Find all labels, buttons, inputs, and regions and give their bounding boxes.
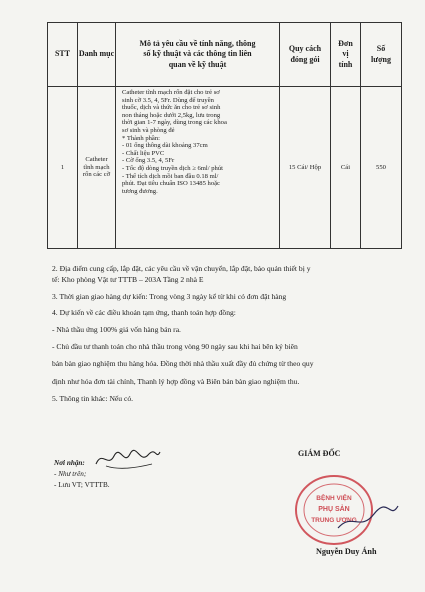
description-line: thuốc, dịch và thức ăn cho trẻ sơ sinh (122, 104, 221, 112)
header-quy-cach-line: Quy cách (288, 44, 322, 53)
description-lines (122, 89, 275, 195)
description-line: thời gian 1-7 ngày, dùng trong các khoa (122, 119, 227, 127)
description-line: non tháng hoặc dưới 2,5kg, lưu trong (122, 111, 221, 119)
cell-so-luong: 550 (361, 87, 402, 249)
body-line: 4. Dự kiến về các điều khoản tạm ứng, thanh toán hợp đồng: (52, 308, 236, 318)
description-line: - Chất liệu PVC (122, 149, 165, 157)
signer-role: GIÁM ĐỐC (298, 449, 341, 458)
header-mo-ta-line: Mô tả yêu cầu về tính năng, thông (139, 38, 256, 48)
body-line: - Chủ đầu tư thanh toán cho nhà thầu trong vòng 90 ngày sau khi hai bên ký biên (52, 342, 298, 352)
specification-table (47, 22, 402, 249)
description-line: sơ sinh và phòng đẻ (122, 126, 175, 134)
header-stt: STT (48, 23, 78, 87)
table-row (48, 87, 402, 249)
description-line: tương đương. (122, 187, 158, 195)
description-line: - Thể tích dịch mồi ban đầu 0.18 ml/ (122, 172, 219, 180)
recipients-block (54, 458, 110, 491)
header-mo-ta-line: số kỹ thuật và các thông tin liên (143, 49, 252, 59)
header-don-vi-line: Đơn (338, 38, 353, 48)
cell-quy-cach: 15 Cái/ Hộp (280, 87, 331, 249)
header-mo-ta (116, 23, 280, 87)
body-line: 2. Địa điểm cung cấp, lắp đặt, các yêu cầu về vận chuyển, lắp đặt, bảo quản thiết bị y (52, 264, 311, 273)
table-header-row (48, 23, 402, 87)
stamp-line: TRUNG ƯƠNG (311, 517, 357, 524)
recipients-title: Nơi nhận: (54, 459, 85, 467)
body-line: định như hóa đơn tài chính, Thanh lý hợp đồng và Biên bản bàn giao nghiệm thu. (52, 376, 300, 386)
description-line: - Cỡ ống 3.5, 4, 5Fr (122, 157, 175, 165)
description-line: phút. Đạt tiêu chuẩn ISO 13485 hoặc (122, 180, 220, 188)
header-so-luong-line: lượng (371, 54, 391, 64)
header-quy-cach (280, 23, 331, 87)
cell-don-vi: Cái (331, 87, 361, 249)
header-don-vi-line: tính (338, 59, 353, 69)
description-line: - 01 ống thông dài khoảng 37cm (122, 142, 208, 150)
header-so-luong-line: Số (376, 44, 386, 53)
body-line: 5. Thông tin khác: Nếu có. (52, 394, 134, 404)
danh-muc-line: tĩnh mạch (83, 163, 110, 171)
body-line: tế: Kho phòng Vật tư TTTB – 203A Tầng 2 nhà E (52, 275, 204, 285)
header-so-luong (361, 23, 402, 87)
official-stamp (282, 470, 402, 556)
cell-danh-muc (78, 87, 116, 249)
description-line: Catheter tĩnh mạch rốn đặt cho trẻ sơ (122, 89, 220, 96)
header-danh-muc: Danh mục (78, 23, 116, 87)
description-line: - Tốc độ dòng truyền dịch ≥ 6ml/ phút (122, 164, 223, 172)
recipient-item: - Như trên; (54, 470, 87, 478)
danh-muc-line: Catheter (85, 156, 108, 164)
header-quy-cach-line: đóng gói (290, 54, 320, 64)
signer-name: Nguyễn Duy Ánh (316, 547, 377, 556)
description-line: sinh cỡ 3.5, 4, 5Fr. Dùng để truyền (122, 96, 214, 104)
recipient-item: - Lưu VT; VTTTB. (54, 481, 110, 489)
header-don-vi (331, 23, 361, 87)
header-mo-ta-line: quan về kỹ thuật (168, 59, 227, 69)
header-don-vi-line: vị (342, 49, 349, 59)
stamp-line: BỆNH VIỆN (316, 495, 352, 502)
description-line: * Thành phần: (122, 134, 160, 142)
cell-mo-ta (116, 87, 280, 249)
cell-stt: 1 (48, 87, 78, 249)
body-line: bản bàn giao nghiệm thu hàng hóa. Đồng thời nhà thầu xuất đầy đủ chứng từ theo quy (52, 359, 314, 369)
body-line: 3. Thời gian giao hàng dự kiến: Trong vòng 3 ngày kể từ khi có đơn đặt hàng (52, 291, 287, 301)
stamp-line: PHỤ SẢN (318, 506, 350, 513)
danh-muc-line: rốn các cỡ (82, 171, 111, 179)
body-line: - Nhà thầu ứng 100% giá vốn hàng bán ra. (52, 324, 181, 334)
body-paragraphs (52, 263, 402, 405)
